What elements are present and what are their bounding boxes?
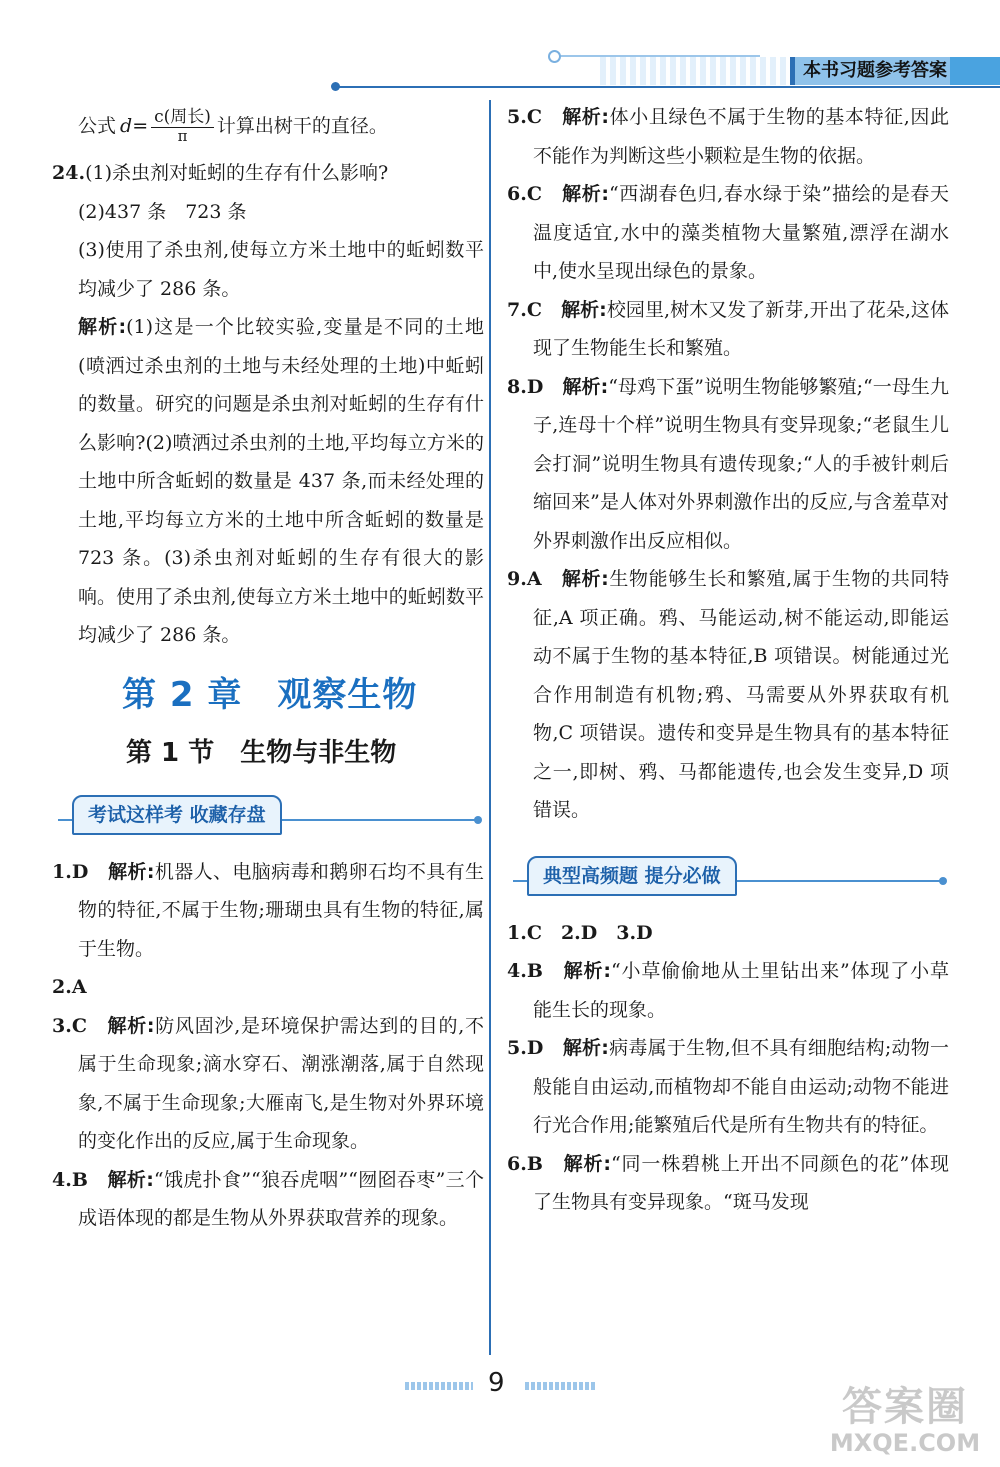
banner-exam	[52, 789, 484, 841]
quick-answers: 1.C 2.D 3.D	[507, 921, 653, 944]
analysis-label: 解析:	[563, 960, 611, 982]
analysis-label: 解析:	[562, 1037, 609, 1059]
answer-number: 6.C	[507, 183, 542, 205]
answer-number: 7.C	[507, 298, 542, 321]
formula-suffix: 计算出树干的直径。	[216, 114, 388, 137]
formula-denominator: π	[177, 126, 188, 145]
q24-analysis-text: (1)这是一个比较实验,变量是不同的土地(喷洒过杀虫剂的土地与未经处理的土地)中蚯蚓的数量。研究的问题是杀虫剂对蚯蚓的生存有什么影响?(2)喷洒过杀虫剂的土地,平均每立方米的土地中所含蚯蚓的数量是 437 条,而未经处理的土地,平均每立方米的土地中所含蚯蚓的数量是 723 条。(3)杀虫剂对蚯蚓的生存有很大的影响。使用了杀虫剂,使每立方米土地中的蚯蚓数平均减少了 286 条。	[78, 316, 484, 646]
analysis-label: 解析:	[562, 183, 609, 205]
answer-number: 3.C	[52, 1014, 87, 1037]
q24-line1	[52, 154, 484, 193]
answer-number: 5.D	[507, 1037, 544, 1059]
answer-text: 机器人、电脑病毒和鹅卵石均不具有生物的特征,不属于生物;珊瑚虫具有生物的特征,属于生物。	[78, 860, 484, 960]
answer-item	[507, 291, 949, 368]
analysis-label: 解析:	[561, 298, 607, 321]
answer-number: 1.D	[52, 860, 89, 883]
formula-numerator: c(周长)	[151, 108, 214, 128]
answer-text: “西湖春色归,春水绿于染”描绘的是春天温度适宜,水中的藻类植物大量繁殖,漂浮在湖水中,使水呈现出绿色的景象。	[533, 183, 949, 282]
left-column	[52, 98, 484, 1238]
answer-text: “母鸡下蛋”说明生物能够繁殖;“一母生九子,连母十个样”说明生物具有变异现象;“老鼠生儿会打洞”说明生物具有遗传现象;“人的手被针刺后缩回来”是人体对外界刺激作出的反应,与含羞草对外界刺激作出反应相似。	[533, 375, 949, 552]
answer-item	[52, 1007, 484, 1161]
footer-decoration-left	[405, 1382, 473, 1390]
answer-text: 生物能够生长和繁殖,属于生物的共同特征,A 项正确。鸦、马能运动,树不能运动,即能运动不属于生物的基本特征,B 项错误。树能通过光合作用制造有机物;鸦、马需要从外界获取有机物,C 项错误。遗传和变异是生物具有的基本特征之一,即树、鸦、马都能遗传,也会发生变异,D 项错误。	[533, 568, 949, 821]
watermark-text: 答案圈	[842, 1384, 968, 1430]
answer-item	[507, 175, 949, 291]
q24-number: 24.	[52, 162, 86, 184]
answer-item	[52, 968, 484, 1007]
analysis-label: 解析:	[107, 1014, 155, 1037]
column-divider	[489, 100, 491, 1355]
answer-item	[507, 1029, 949, 1145]
header-ring-dot	[548, 50, 561, 63]
q24-answer-1: (1)杀虫剂对蚯蚓的生存有什么影响?	[85, 162, 389, 184]
answer-item	[507, 1145, 949, 1222]
analysis-label: 解析:	[78, 316, 127, 338]
watermark-url: MXQE.COM	[829, 1429, 981, 1457]
answer-item	[52, 1161, 484, 1238]
formula-line	[52, 98, 484, 154]
formula-variable: d	[120, 114, 133, 137]
header-dot	[331, 82, 340, 91]
q24-answer-2: (2)437 条 723 条	[78, 200, 247, 223]
analysis-label: 解析:	[562, 106, 610, 128]
answer-item	[507, 952, 949, 1029]
formula-fraction	[151, 108, 214, 144]
analysis-label: 解析:	[561, 568, 609, 590]
q24-analysis	[52, 308, 484, 655]
formula-prefix: 公式	[78, 114, 117, 137]
footer-decoration-right	[525, 1382, 597, 1390]
answer-number: 6.B	[507, 1152, 543, 1175]
answer-text: 校园里,树木又发了新芽,开出了花朵,这体现了生物能生长和繁殖。	[533, 298, 949, 359]
chapter-title: 第 2 章 观察生物	[122, 674, 418, 715]
answer-item	[507, 560, 949, 830]
answer-text: 防风固沙,是环境保护需达到的目的,不属于生命现象;滴水穿石、潮涨潮落,属于自然现象,不属于生命现象;大雁南飞,是生物对外界环境的变化作出的反应,属于生命现象。	[78, 1014, 484, 1152]
section-title: 第 1 节 生物与非生物	[126, 737, 397, 768]
header-bar-end	[950, 57, 1000, 85]
answer-text: 病毒属于生物,但不具有细胞结构;动物一般能自由运动,而植物却不能自由运动;动物不能进行光合作用;能繁殖后代是所有生物共有的特征。	[533, 1037, 949, 1136]
analysis-label: 解析:	[562, 375, 609, 398]
answer-text: 体小且绿色不属于生物的基本特征,因此不能作为判断这些小颗粒是生物的依据。	[533, 106, 949, 167]
answer-item	[52, 853, 484, 969]
answer-text: “小草偷偷地从土里钻出来”体现了小草能生长的现象。	[533, 960, 949, 1021]
answer-item	[507, 98, 949, 175]
answer-number: 8.D	[507, 375, 544, 398]
analysis-label: 解析:	[563, 1152, 611, 1175]
page-number: 9	[488, 1368, 505, 1398]
answer-number: 9.A	[507, 568, 542, 590]
answer-text: “同一株碧桃上开出不同颜色的花”体现了生物具有变异现象。“斑马发现	[533, 1152, 949, 1213]
header-stripe	[600, 57, 790, 85]
banner-exam-label: 考试这样考 收藏存盘	[72, 795, 282, 835]
answer-number: 4.B	[507, 960, 543, 982]
answer-number: 4.B	[52, 1168, 88, 1191]
q24-answer-3: (3)使用了杀虫剂,使每立方米土地中的蚯蚓数平均减少了 286 条。	[78, 239, 484, 300]
banner-frequent	[507, 850, 949, 902]
answer-text: “饿虎扑食”“狼吞虎咽”“囫囵吞枣”三个成语体现的都是生物从外界获取营养的现象。	[78, 1168, 484, 1229]
watermark-logo	[815, 1385, 995, 1460]
answer-number: 2.A	[52, 976, 87, 998]
analysis-label: 解析:	[108, 860, 155, 883]
answer-item	[507, 368, 949, 561]
right-column	[507, 98, 949, 1222]
header-rule	[335, 86, 1000, 88]
analysis-label: 解析:	[107, 1168, 154, 1191]
banner-frequent-label: 典型高频题 提分必做	[527, 856, 737, 896]
formula-equals: =	[132, 114, 149, 137]
header-tab: 本书习题参考答案	[790, 57, 955, 85]
answer-number: 5.C	[507, 106, 542, 128]
